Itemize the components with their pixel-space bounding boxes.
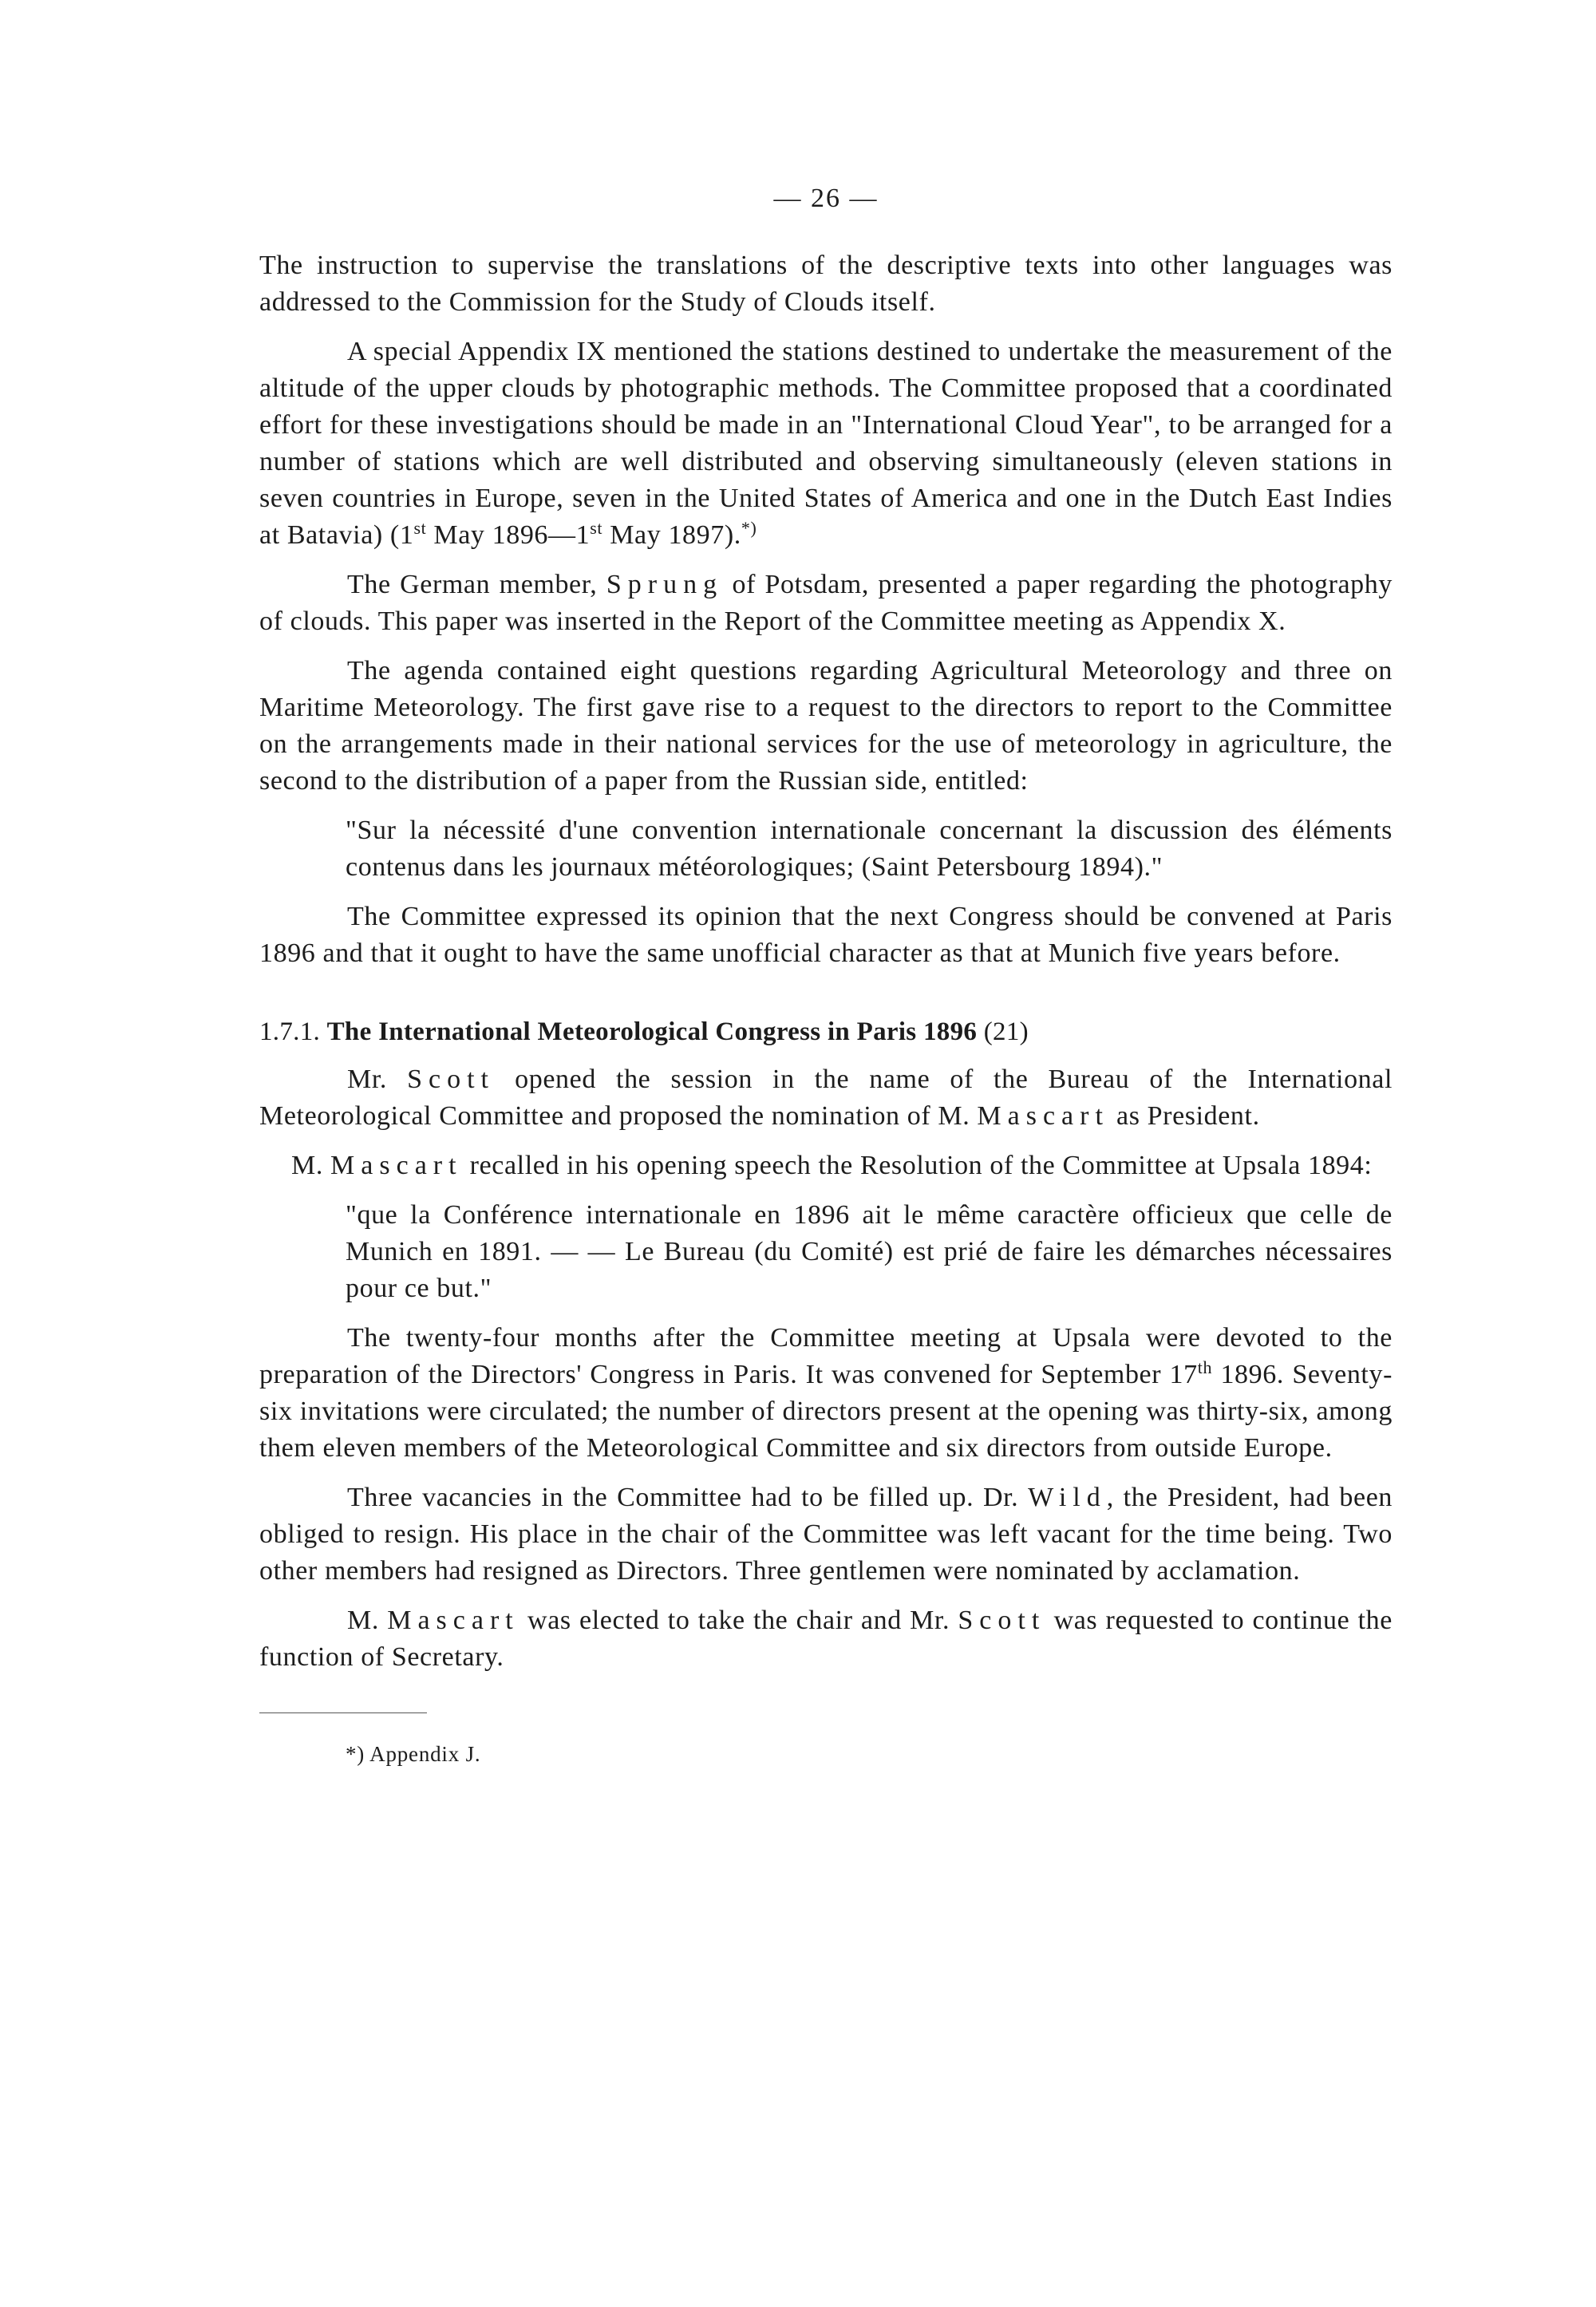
paragraph-elected xyxy=(259,1602,1393,1676)
paragraph-text: Three vacancies in the Committee had to be filled up. Dr. xyxy=(347,1483,1029,1512)
superscript: th xyxy=(1197,1357,1213,1377)
footnote-divider xyxy=(259,1712,427,1713)
quote-text: "Sur la nécessité d'une convention internationale concernant la discussion des éléments contenus dans les journaux météorologiques; (Saint Petersbourg 1894)." xyxy=(346,816,1393,882)
person-name: Scott xyxy=(958,1606,1046,1635)
footnote-marker: *) xyxy=(741,518,757,538)
paragraph-text: 1896. Seventy-six invitations were circulated; the number of directors present at the opening was thirty-six, among them eleven members of the Meteorological Committee and six directors from outside Europe. xyxy=(259,1360,1393,1463)
paragraph-text: The twenty-four months after the Committee meeting at Upsala were devoted to the preparation of the Directors' Congress in Paris. It was convened for September 17 xyxy=(259,1323,1393,1389)
section-number: 1.7.1. xyxy=(259,1017,321,1046)
paragraph-mascart-recalled xyxy=(259,1148,1393,1184)
paragraph-text: , the President, had been obliged to resign. His place in the chair of the Committee was left vacant for the time being. Two other members had resigned as Directors. Three gentlemen were nominated by acclamation. xyxy=(259,1483,1393,1586)
paragraph-agenda xyxy=(259,653,1393,800)
paragraph-text: M. xyxy=(347,1606,388,1635)
quote-resolution xyxy=(346,1197,1393,1307)
person-name: Wild xyxy=(1028,1483,1107,1512)
paragraph-text: The agenda contained eight questions regarding Agricultural Meteorology and three on Maritime Meteorology. The first gave rise to a request to the directors to report to the Committee on the arrangements made in their national services for the use of meteorology in agriculture, the second to the distribution of a paper from the Russian side, entitled: xyxy=(259,656,1393,796)
paragraph-text: was elected to take the chair and Mr. xyxy=(519,1606,958,1635)
superscript: st xyxy=(590,518,603,538)
quote-text: "que la Conférence internationale en 1896 ait le même caractère officieux que celle de Munich en 1891. — — Le Bureau (du Comité) est prié de faire les démarches nécessaires pour ce but." xyxy=(346,1200,1393,1303)
section-heading xyxy=(259,1013,1393,1050)
paragraph-text: The German member, xyxy=(347,570,606,599)
paragraph-text: May 1897). xyxy=(602,520,741,550)
person-name: Mascart xyxy=(977,1101,1109,1131)
footnote: *) Appendix J. xyxy=(346,1742,481,1766)
paragraph-text: of Potsdam, presented a paper regarding the photography of clouds. This paper was inserted in the Report of the Committee meeting as Appendix X. xyxy=(259,570,1393,636)
superscript: st xyxy=(413,518,427,538)
person-name: Mascart xyxy=(330,1151,463,1180)
paragraph-appendix-ix xyxy=(259,334,1393,554)
paragraph-text: Mr. xyxy=(347,1065,408,1094)
paragraph-next-congress xyxy=(259,899,1393,972)
paragraph-scott-opened xyxy=(259,1061,1393,1135)
paragraph-text: opened the session in the name of the Bureau of the International Meteorological Committee and proposed the nomination of M. xyxy=(259,1065,1393,1131)
paragraph-vacancies xyxy=(259,1479,1393,1590)
page-number: — 26 — xyxy=(773,184,879,213)
paragraph-sprung xyxy=(259,567,1393,640)
paragraph-text: The instruction to supervise the translations of the descriptive texts into other languages was addressed to the Commission for the Study of Clouds itself. xyxy=(259,251,1393,317)
paragraph-text: M. xyxy=(291,1151,331,1180)
paragraph-text: was requested to continue the function of Secretary. xyxy=(259,1606,1393,1672)
section-reference: (21) xyxy=(983,1017,1029,1046)
person-name: Scott xyxy=(407,1065,496,1094)
person-name: Sprung xyxy=(606,570,724,599)
paragraph-text: recalled in his opening speech the Resolution of the Committee at Upsala 1894: xyxy=(462,1151,1373,1180)
section-title: The International Meteorological Congress in Paris 1896 xyxy=(326,1017,978,1046)
document-page xyxy=(259,184,1393,1767)
paragraph-text: May 1896—1 xyxy=(426,520,591,550)
paragraph-translations xyxy=(259,247,1393,321)
paragraph-text: The Committee expressed its opinion that the next Congress should be convened at Paris 1896 and that it ought to have the same unofficial character as that at Munich five years before. xyxy=(259,902,1393,968)
paragraph-text: A special Appendix IX mentioned the stations destined to undertake the measurement of the altitude of the upper clouds by photographic methods. The Committee proposed that a coordinated effort for these investigations should be made in an "International Cloud Year", to be arranged for a number of stations which are well distributed and observing simultaneously (eleven stations in seven countries in Europe, seven in the United States of America and one in the Dutch East Indies at Batavia) (1 xyxy=(259,337,1393,550)
paragraph-twenty-four-months xyxy=(259,1320,1393,1467)
paragraph-text: as President. xyxy=(1108,1101,1260,1131)
quote-russian-paper xyxy=(346,812,1393,886)
person-name: Mascart xyxy=(387,1606,519,1635)
